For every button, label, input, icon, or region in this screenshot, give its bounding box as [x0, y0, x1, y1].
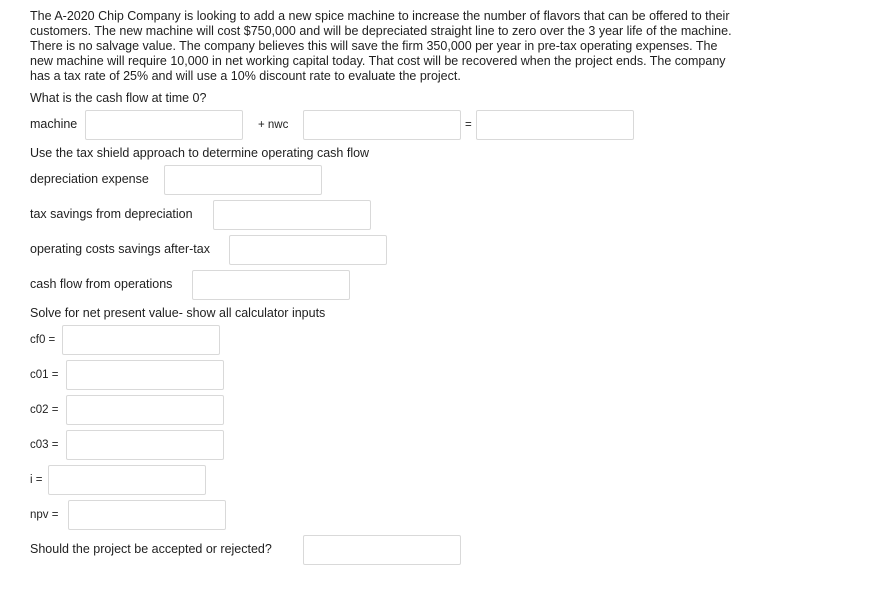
c02-input[interactable] — [66, 395, 224, 425]
i-label: i = — [30, 474, 43, 486]
cf0-input[interactable] — [62, 325, 220, 355]
time0-total-input[interactable] — [476, 110, 634, 140]
npv-label: npv = — [30, 509, 59, 521]
c01-input[interactable] — [66, 360, 224, 390]
nwc-label: + nwc — [258, 119, 289, 131]
cfo-input[interactable] — [192, 270, 350, 300]
c03-label: c03 = — [30, 439, 59, 451]
c02-label: c02 = — [30, 404, 59, 416]
cf0-prompt: What is the cash flow at time 0? — [30, 91, 207, 105]
depreciation-label: depreciation expense — [30, 172, 149, 186]
question-line: customers. The new machine will cost $750,000 and will be depreciated straight line to zero over the 3 year life of the machine. — [30, 24, 732, 38]
tax-savings-input[interactable] — [213, 200, 371, 230]
tax-savings-label: tax savings from depreciation — [30, 207, 193, 221]
cost-savings-input[interactable] — [229, 235, 387, 265]
question-line: The A-2020 Chip Company is looking to add a new spice machine to increase the number of flavors that can be offered to their — [30, 9, 730, 23]
equals-sign: = — [465, 119, 472, 131]
operating-heading: Use the tax shield approach to determine operating cash flow — [30, 146, 370, 160]
cost-savings-label: operating costs savings after-tax — [30, 242, 210, 256]
machine-input[interactable] — [85, 110, 243, 140]
c03-input[interactable] — [66, 430, 224, 460]
decision-input[interactable] — [303, 535, 461, 565]
nwc-input[interactable] — [303, 110, 461, 140]
i-input[interactable] — [48, 465, 206, 495]
machine-label: machine — [30, 117, 78, 131]
cf0-label: cf0 = — [30, 334, 56, 346]
depreciation-input[interactable] — [164, 165, 322, 195]
npv-input[interactable] — [68, 500, 226, 530]
decision-label: Should the project be accepted or rejected? — [30, 542, 272, 556]
question-text — [30, 9, 830, 84]
question-line: There is no salvage value. The company believes this will save the firm 350,000 per year in pre-tax operating expenses. The — [30, 39, 718, 53]
cfo-label: cash flow from operations — [30, 277, 173, 291]
c01-label: c01 = — [30, 369, 59, 381]
question-line: new machine will require 10,000 in net working capital today. That cost will be recovered when the project ends. The company — [30, 54, 726, 68]
npv-heading: Solve for net present value- show all calculator inputs — [30, 306, 326, 320]
question-line: has a tax rate of 25% and will use a 10% discount rate to evaluate the project. — [30, 69, 461, 83]
